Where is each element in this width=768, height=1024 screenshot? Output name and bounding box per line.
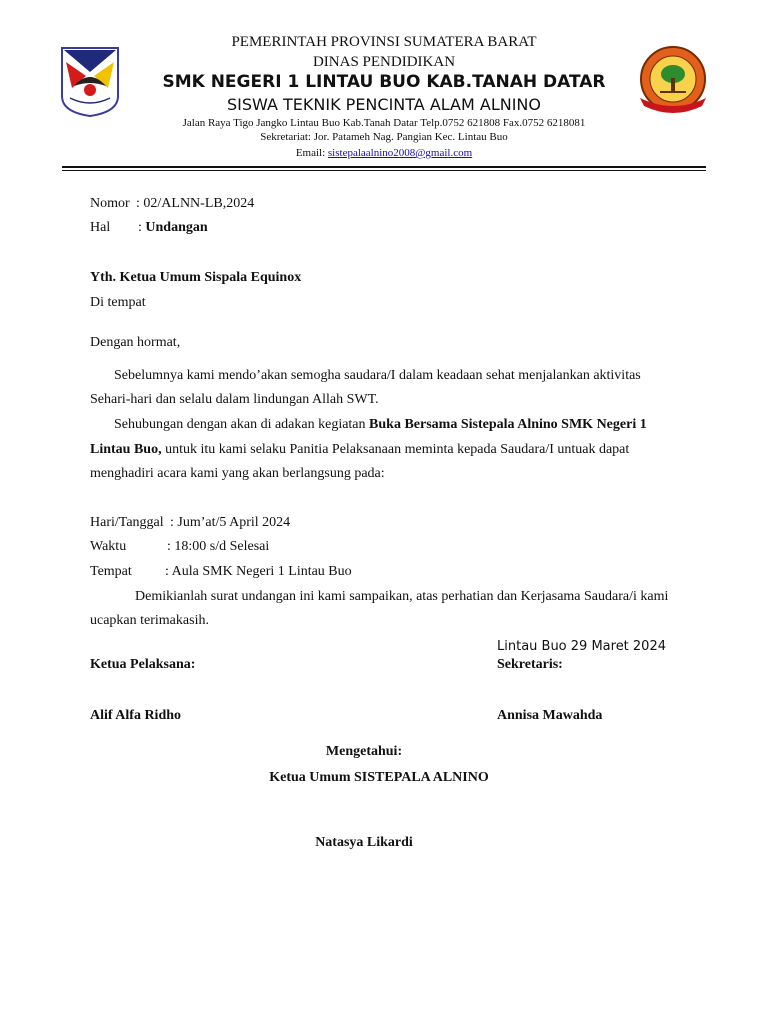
header-address: Jalan Raya Tigo Jangko Lintau Buo Kab.Tanah Datar Telp.0752 621808 Fax.0752 6218081: [182, 117, 586, 129]
paragraph-2-request: untuk itu kami selaku Panitia Pelaksanaan meminta kepada Saudara/I untuak dapat: [161, 442, 630, 457]
event-date-value: : Jum’at/5 April 2024: [170, 515, 291, 530]
acknowledgement-name: Natasya Likardi: [315, 835, 413, 850]
event-time-value: : 18:00 s/d Selesai: [167, 539, 270, 554]
paragraph-2-line-2: [90, 442, 629, 458]
event-name-end: Lintau Buo,: [90, 442, 162, 457]
hal-value: Undangan: [145, 220, 208, 235]
greeting: Dengan hormat,: [90, 335, 181, 350]
header-divider-thin: [62, 170, 706, 171]
acknowledgement-title: Mengetahui:: [325, 744, 403, 759]
paragraph-2-intro: Sehubungan dengan akan di adakan kegiatan: [114, 417, 370, 432]
event-name: Buka Bersama Sistepala Alnino SMK Negeri 1: [369, 417, 647, 432]
event-date-label: Hari/Tanggal: [90, 515, 164, 530]
header-divider-thick: [62, 166, 706, 168]
nomor-row: [90, 196, 254, 212]
paragraph-2-line-1: [114, 417, 647, 433]
secretary-title: Sekretaris:: [497, 657, 563, 672]
nomor-value: : 02/ALNN-LB,2024: [136, 196, 255, 211]
closing-line-2: ucapkan terimakasih.: [90, 613, 209, 628]
paragraph-1-line-2: Sehari-hari dan selalu dalam lindungan Allah SWT.: [90, 392, 379, 407]
event-date-row: [90, 515, 290, 531]
nomor-label: Nomor: [90, 196, 130, 211]
hal-colon: :: [138, 220, 146, 235]
email-label: Email:: [295, 147, 328, 159]
header-secretariat: Sekretariat: Jor. Patameh Nag. Pangian Kec. Lintau Buo: [260, 131, 508, 143]
event-place-value: : Aula SMK Negeri 1 Lintau Buo: [165, 564, 352, 579]
chair-name: Alif Alfa Ridho: [90, 708, 182, 723]
letter-date: Lintau Buo 29 Maret 2024: [497, 639, 666, 654]
event-time-row: [90, 539, 269, 555]
event-place-row: [90, 564, 352, 580]
hal-row: [90, 220, 208, 236]
event-time-label: Waktu: [90, 539, 127, 554]
chair-title: Ketua Pelaksana:: [90, 657, 196, 672]
recipient: Yth. Ketua Umum Sispala Equinox: [90, 270, 302, 285]
header-department: DINAS PENDIDIKAN: [312, 54, 456, 70]
hal-label: Hal: [90, 220, 111, 235]
secretary-name: Annisa Mawahda: [497, 708, 603, 723]
recipient-place: Di tempat: [90, 295, 146, 310]
header-email-line: [0, 147, 768, 159]
header-school-name: SMK NEGERI 1 LINTAU BUO KAB.TANAH DATAR: [162, 72, 606, 92]
paragraph-2-line-3: menghadiri acara kami yang akan berlangsung pada:: [90, 466, 385, 481]
email-link[interactable]: sistepalaalnino2008@gmail.com: [327, 147, 473, 159]
header-organization: SISWA TEKNIK PENCINTA ALAM ALNINO: [227, 95, 541, 114]
event-place-label: Tempat: [90, 564, 132, 579]
acknowledgement-role: Ketua Umum SISTEPALA ALNINO: [269, 770, 489, 785]
header-government: PEMERINTAH PROVINSI SUMATERA BARAT: [231, 34, 537, 50]
paragraph-1-line-1: Sebelumnya kami mendo’akan semogha saudara/I dalam keadaan sehat menjalankan aktivitas: [114, 368, 641, 383]
closing-line-1: Demikianlah surat undangan ini kami sampaikan, atas perhatian dan Kerjasama Saudara/i kami: [135, 589, 669, 604]
